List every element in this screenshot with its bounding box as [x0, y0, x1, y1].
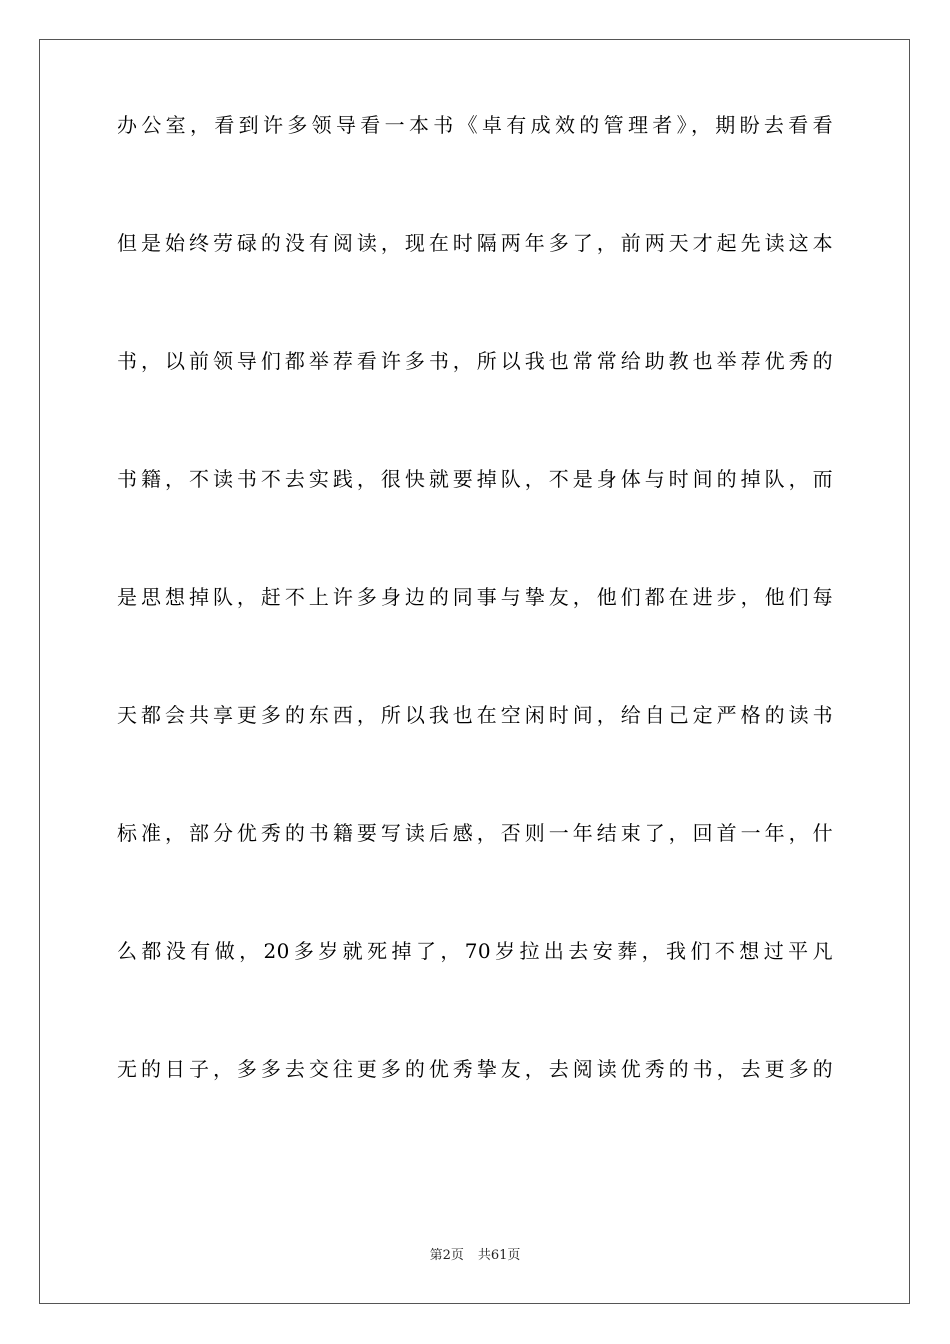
total-pages: 共61页: [477, 1248, 521, 1263]
text-line: 书籍，不读书不去实践，很快就要掉队，不是身体与时间的掉队，而: [117, 467, 833, 491]
text-line: 办公室，看到许多领导看一本书《卓有成效的管理者》，期盼去看看: [117, 113, 833, 137]
page-number: 第2页: [429, 1248, 464, 1263]
page-footer: [0, 1244, 950, 1263]
text-line: 标准，部分优秀的书籍要写读后感，否则一年结束了，回首一年，什: [117, 821, 833, 845]
text-line: 么都没有做，20多岁就死掉了，70岁拉出去安葬，我们不想过平凡: [117, 939, 833, 963]
text-line: 是思想掉队，赶不上许多身边的同事与挚友，他们都在进步，他们每: [117, 585, 833, 609]
text-line: 但是始终劳碌的没有阅读，现在时隔两年多了，前两天才起先读这本: [117, 231, 833, 255]
text-line: 天都会共享更多的东西，所以我也在空闲时间，给自己定严格的读书: [117, 703, 833, 727]
text-line: 无的日子，多多去交往更多的优秀挚友，去阅读优秀的书，去更多的: [117, 1057, 833, 1081]
document-body: [117, 113, 833, 1161]
text-line: 书，以前领导们都举荐看许多书，所以我也常常给助教也举荐优秀的: [117, 349, 833, 373]
